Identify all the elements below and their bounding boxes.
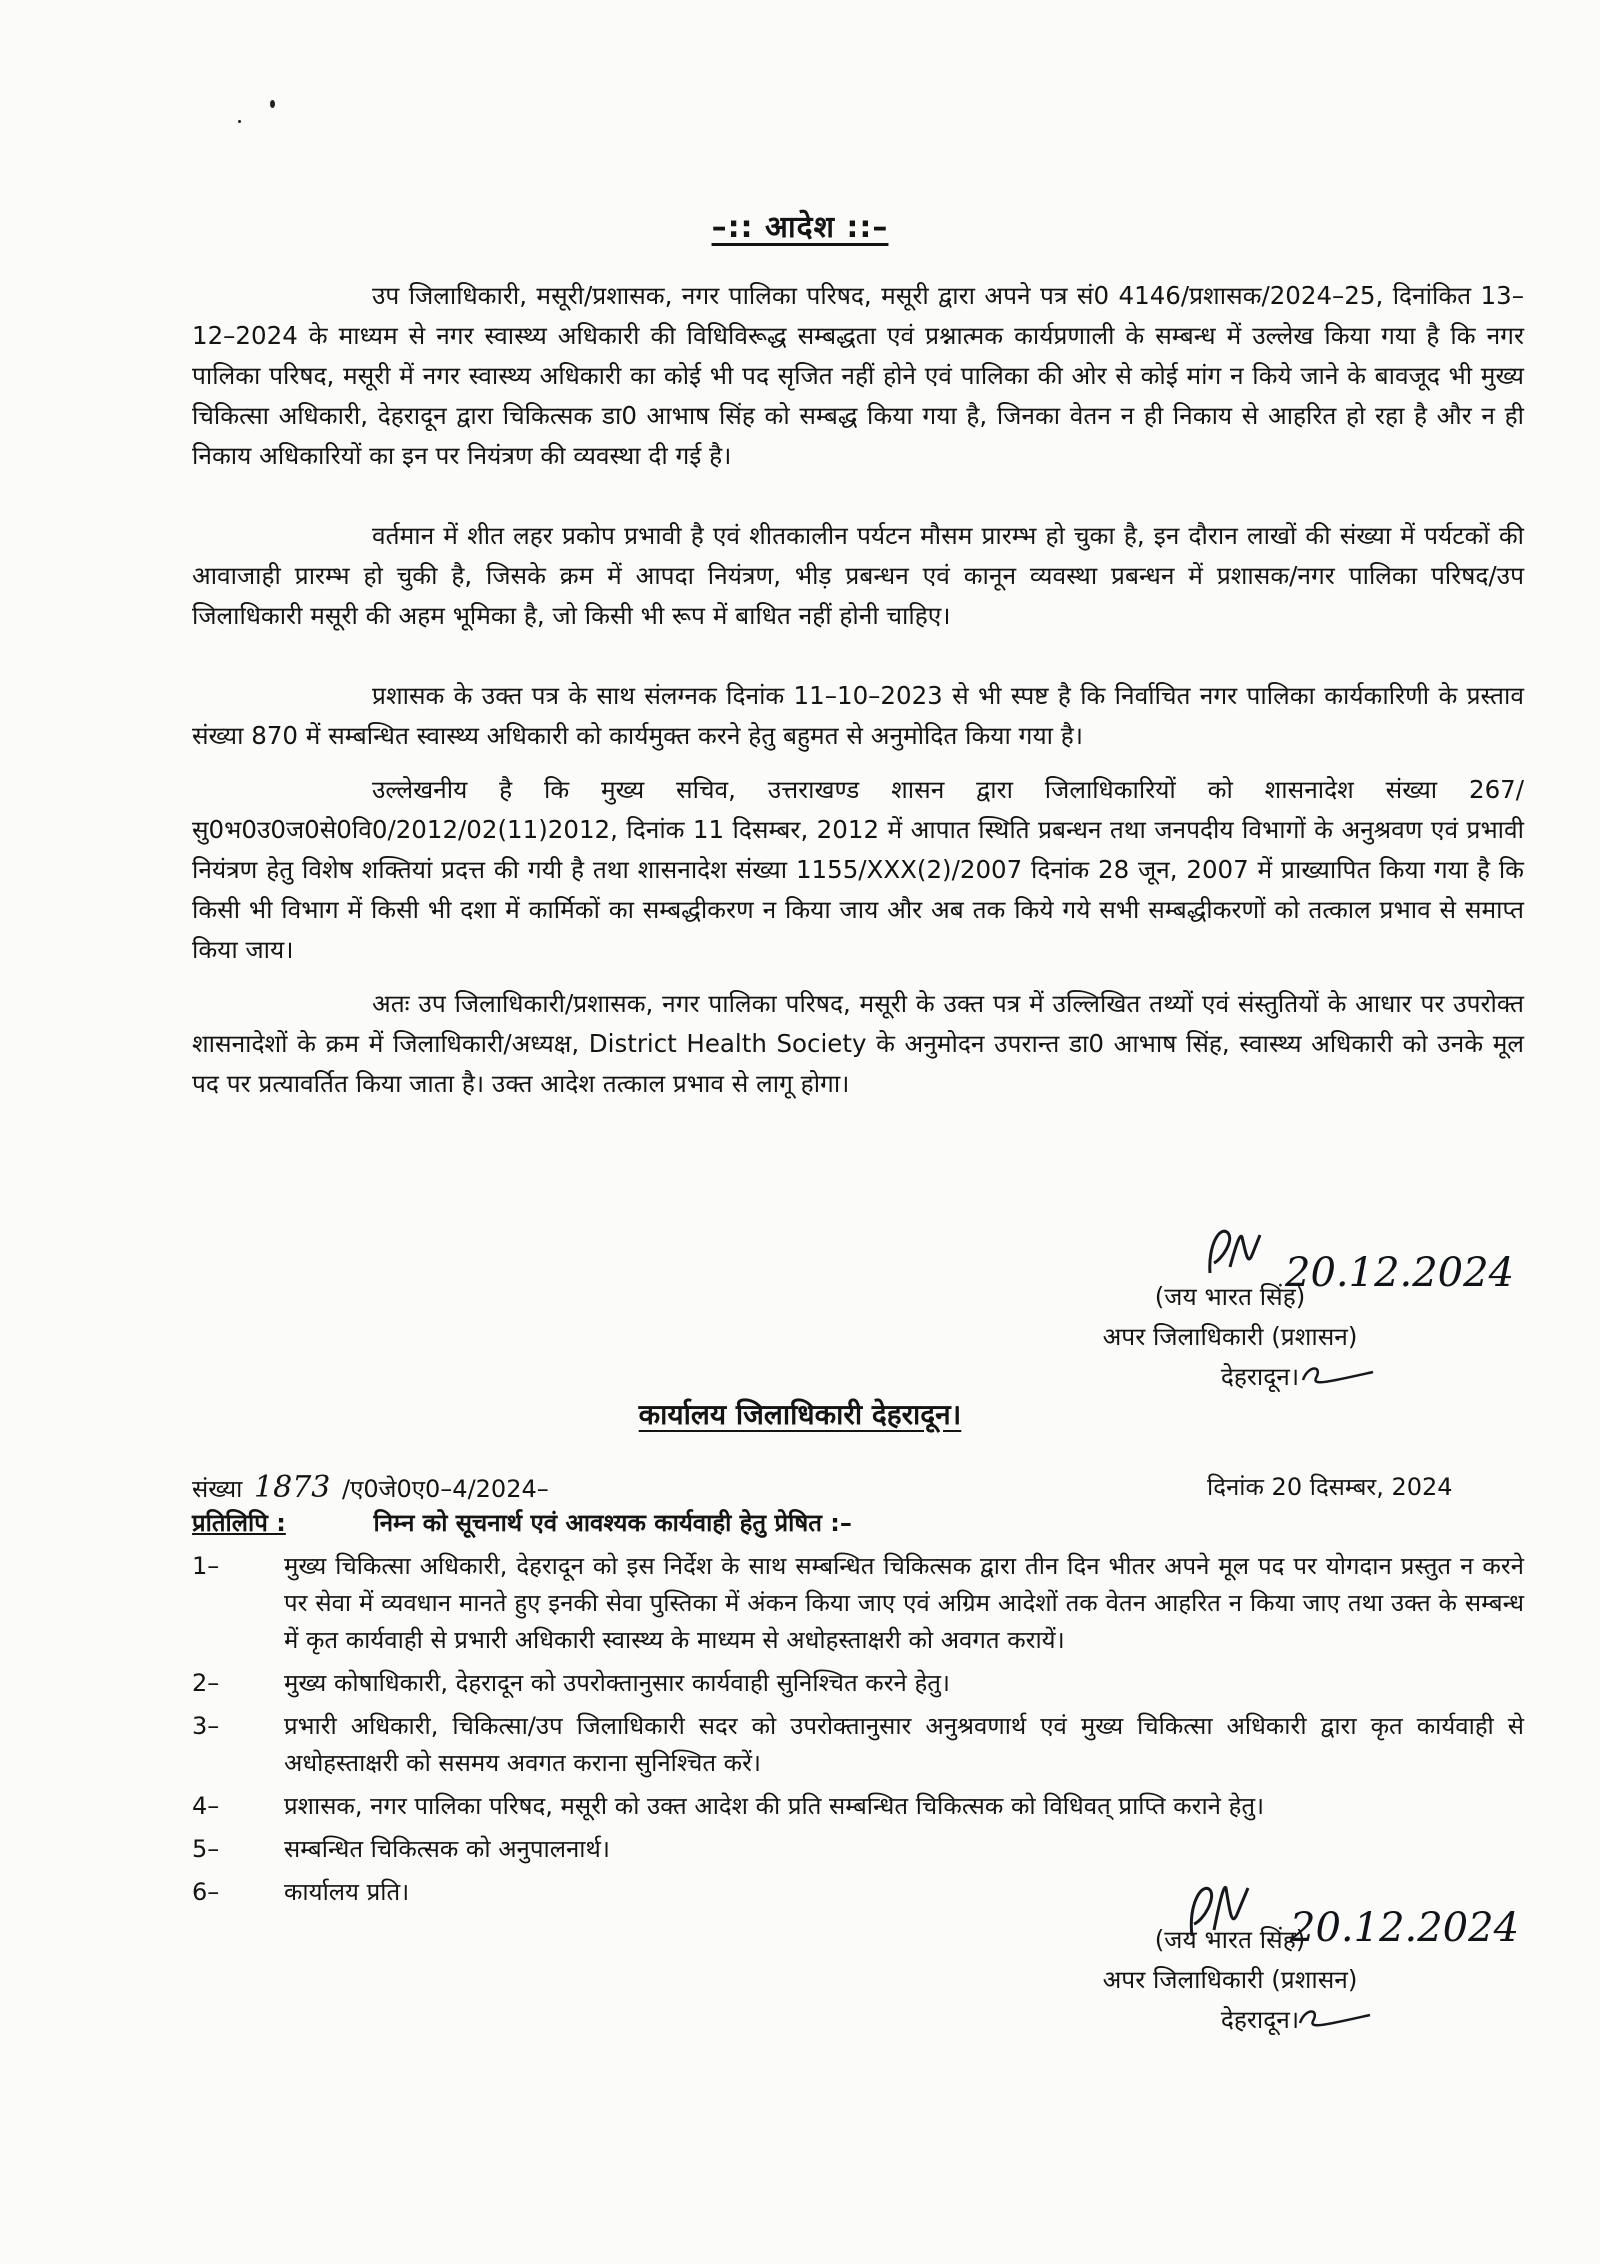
order-paragraph-1: उप जिलाधिकारी, मसूरी/प्रशासक, नगर पालिका परिषद, मसूरी द्वारा अपने पत्र सं0 4146/प्रशासक/2024–25, दिनांकित 13–12–2024 के माध्यम से नगर स्वास्थ्य अधिकारी की विधिविरूद्ध सम्बद्धता एवं प्रश्नात्मक कार्यप्रणाली के सम्बन्ध में उल्लेख किया गया है कि नगर पालिका परिषद, मसूरी में नगर स्वास्थ्य अधिकारी का कोई भी पद सृजित नहीं होने एवं पालिका की ओर से कोई मांग न किये जाने के बावजूद भी मुख्य चिकित्सा अधिकारी, देहरादून द्वारा चिकित्सक डा0 आभाष सिंह को सम्बद्ध किया गया है, जिनका वेतन न ही निकाय से आहरित हो रहा है और न ही निकाय अधिकारियों का इन पर नियंत्रण की व्यवस्था दी गई है। bbox=[192, 281, 1524, 470]
order-paragraph-2: वर्तमान में शीत लहर प्रकोप प्रभावी है एवं शीतकालीन पर्यटन मौसम प्रारम्भ हो चुका है, इन दौरान लाखों की संख्या में पर्यटकों की आवाजाही प्रारम्भ हो चुकी है, जिसके क्रम में आपदा नियंत्रण, भीड़ प्रबन्धन एवं कानून व्यवस्था प्रबन्धन में प्रशासक/नगर पालिका परिषद/उप जिलाधिकारी मसूरी की अहम भूमिका है, जो किसी भी रूप में बाधित नहीं होनी चाहिए। bbox=[192, 521, 1524, 630]
copy-item: 5– सम्बन्धित चिकित्सक को अनुपालनार्थ। bbox=[192, 1835, 610, 1863]
signatory-name: (जय भारत सिंह) bbox=[1154, 1925, 1306, 1954]
signatory-designation: अपर जिलाधिकारी (प्रशासन) bbox=[1102, 1322, 1358, 1351]
copy-item: 2– मुख्य कोषाधिकारी, देहरादून को उपरोक्तानुसार कार्यवाही सुनिश्चित करने हेतु। bbox=[192, 1669, 951, 1697]
copy-heading bbox=[192, 1506, 852, 1539]
initial-mark-1 bbox=[1298, 1360, 1378, 1390]
signatory-designation: अपर जिलाधिकारी (प्रशासन) bbox=[1102, 1965, 1358, 1994]
order-paragraph-5: अतः उप जिलाधिकारी/प्रशासक, नगर पालिका परिषद, मसूरी के उक्त पत्र में उल्लिखित तथ्यों एवं संस्तुतियों के आधार पर उपरोक्त शासनादेशों के क्रम में जिलाधिकारी/अध्यक्ष, District Health Society के अनुमोदन उपरान्त डा0 आभाष सिंह, स्वास्थ्य अधिकारी को उनके मूल पद पर प्रत्यावर्तित किया जाता है। उक्त आदेश तत्काल प्रभाव से लागू होगा। bbox=[192, 989, 1524, 1098]
handwritten-signature-1 bbox=[1200, 1215, 1270, 1285]
order-body bbox=[192, 276, 1524, 1144]
office-heading: कार्यालय जिलाधिकारी देहरादून। bbox=[638, 1398, 962, 1431]
signature-date-1: 20.12.2024 bbox=[1285, 1250, 1515, 1296]
copy-item: 6– कार्यालय प्रति। bbox=[192, 1878, 410, 1906]
scan-speck bbox=[270, 100, 275, 108]
copy-instruction: निम्न को सूचनार्थ एवं आवश्यक कार्यवाही हेतु प्रेषित :– bbox=[373, 1509, 852, 1537]
order-heading: –:: आदेश ::– bbox=[711, 210, 889, 245]
handwritten-reference-number: 1873 bbox=[254, 1470, 331, 1505]
signature-date-2: 20.12.2024 bbox=[1290, 1905, 1520, 1951]
order-paragraph-3: प्रशासक के उक्त पत्र के साथ संलग्नक दिनांक 11–10–2023 से भी स्पष्ट है कि निर्वाचित नगर पालिका कार्यकारिणी के प्रस्ताव संख्या 870 में सम्बन्धित स्वास्थ्य अधिकारी को कार्यमुक्त करने हेतु बहुमत से अनुमोदित किया गया है। bbox=[192, 681, 1524, 750]
order-paragraph-4: उल्लेखनीय है कि मुख्य सचिव, उत्तराखण्ड शासन द्वारा जिलाधिकारियों को शासनादेश संख्या 267/सु0भ0उ0ज0से0वि0/2012/02(11)2012, दिनांक 11 दिसम्बर, 2012 में आपात स्थिति प्रबन्धन तथा जनपदीय विभागों के अनुश्रवण एवं प्रभावी नियंत्रण हेतु विशेष शक्तियां प्रदत्त की गयी है तथा शासनादेश संख्या 1155/XXX(2)/2007 दिनांक 28 जून, 2007 में प्राख्यापित किया गया है कि किसी भी विभाग में किसी भी दशा में कार्मिकों का सम्बद्धीकरण न किया जाय और अब तक किये गये सभी सम्बद्धीकरणों को तत्काल प्रभाव से समाप्त किया जाय। bbox=[192, 775, 1524, 964]
copy-item: 3– प्रभारी अधिकारी, चिकित्सा/उप जिलाधिकारी सदर को उपरोक्तानुसार अनुश्रवणार्थ एवं मुख्य चिकित्सा अधिकारी द्वारा कृत कार्यवाही से अधोहस्ताक्षरी को ससमय अवगत कराना सुनिश्चित करें। bbox=[192, 1712, 1524, 1777]
copy-list bbox=[192, 1548, 1524, 1917]
signatory-place: देहरादून। bbox=[1220, 1362, 1300, 1391]
signatory-place: देहरादून। bbox=[1220, 2005, 1300, 2034]
copy-item: 4– प्रशासक, नगर पालिका परिषद, मसूरी को उक्त आदेश की प्रति सम्बन्धित चिकित्सक को विधिवत् प्राप्ति कराने हेतु। bbox=[192, 1792, 1265, 1820]
initial-mark-2 bbox=[1295, 2003, 1375, 2033]
scan-speck bbox=[238, 120, 241, 123]
reference-number: संख्या 1873 /ए0जे0ए0–4/2024– bbox=[192, 1470, 549, 1505]
signatory-name: (जय भारत सिंह) bbox=[1154, 1282, 1306, 1311]
reference-date: दिनांक 20 दिसम्बर, 2024 bbox=[1207, 1473, 1453, 1501]
copy-item: 1– मुख्य चिकित्सा अधिकारी, देहरादून को इस निर्देश के साथ सम्बन्धित चिकित्सक द्वारा तीन दिन भीतर अपने मूल पद पर योगदान प्रस्तुत न करने पर सेवा में व्यवधान मानते हुए इनकी सेवा पुस्तिका में अंकन किया जाए एवं अग्रिम आदेशों तक वेतन आहरित न किया जाए तथा उक्त के सम्बन्ध में कृत कार्यवाही से प्रभारी अधिकारी स्वास्थ्य के माध्यम से अधोहस्ताक्षरी को अवगत करायें। bbox=[192, 1552, 1524, 1654]
copy-label: प्रतिलिपि : bbox=[192, 1509, 286, 1537]
